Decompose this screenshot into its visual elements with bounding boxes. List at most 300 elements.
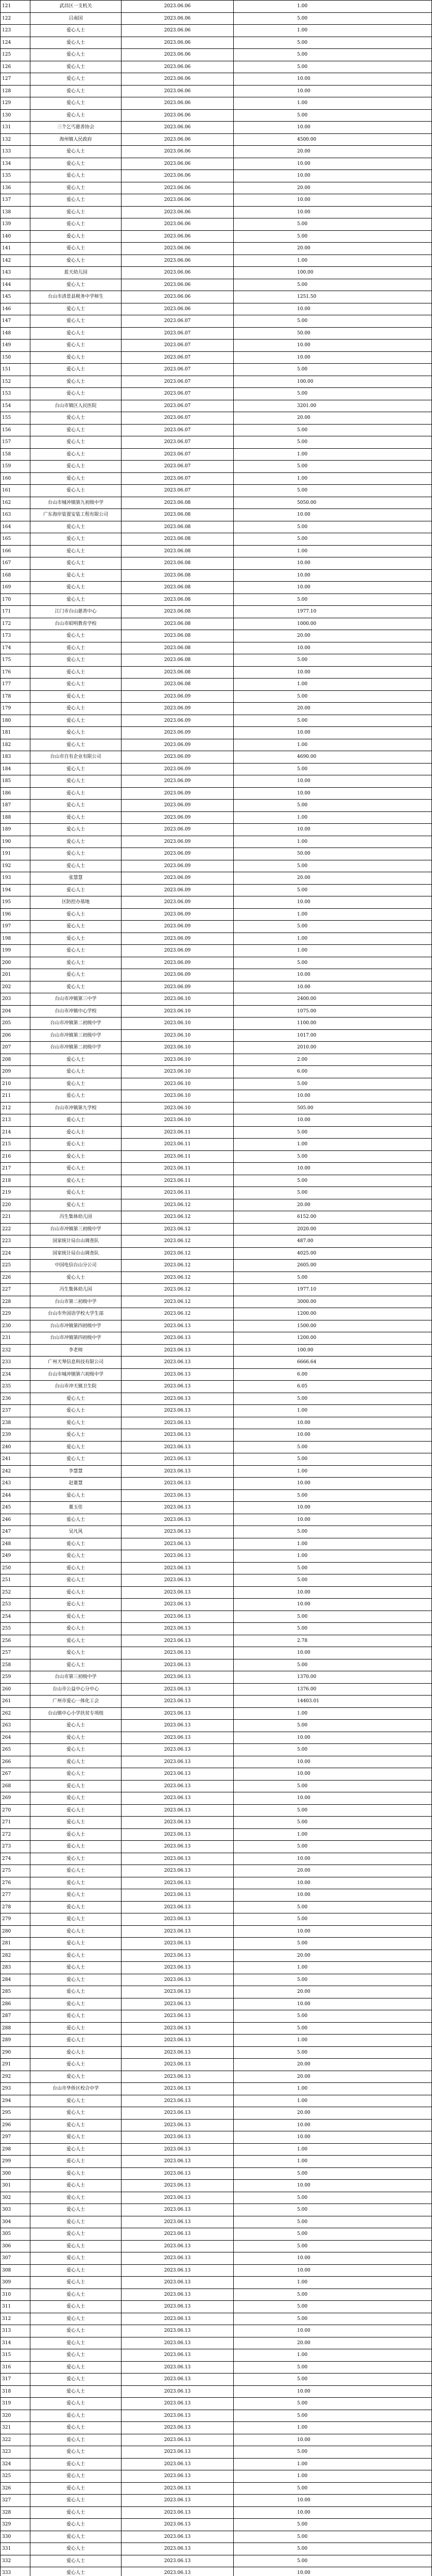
donation-date: 2023.06.06 — [122, 279, 234, 291]
donor-name: 台山市华侨区校合中学 — [30, 2083, 122, 2095]
table-row — [1, 1405, 432, 1417]
row-index: 319 — [1, 2398, 30, 2410]
donor-name: 爱心人士 — [30, 1175, 122, 1187]
donor-name: 中国电信台山分公司 — [30, 1260, 122, 1272]
table-row — [1, 206, 432, 218]
table-row — [1, 811, 432, 824]
row-index: 162 — [1, 497, 30, 509]
table-row — [1, 2313, 432, 2325]
donor-name: 爱心人士 — [30, 2446, 122, 2459]
donation-amount: 10.00 — [234, 1599, 432, 1611]
donor-name: 爱心人士 — [30, 1562, 122, 1574]
donation-amount: 50.00 — [234, 327, 432, 340]
row-index: 141 — [1, 243, 30, 255]
donor-name: 台山市自有企业有限公司 — [30, 751, 122, 764]
donation-amount: 20.00 — [234, 2337, 432, 2349]
donation-date: 2023.06.13 — [122, 1877, 234, 1889]
donor-name: 爱心人士 — [30, 170, 122, 182]
table-row — [1, 472, 432, 485]
donation-date: 2023.06.13 — [122, 1429, 234, 1442]
table-row — [1, 2325, 432, 2337]
table-row — [1, 1913, 432, 1926]
donor-name: 爱心人士 — [30, 1841, 122, 1853]
donation-date: 2023.06.09 — [122, 896, 234, 909]
row-index: 328 — [1, 2506, 30, 2519]
donation-amount: 5.00 — [234, 49, 432, 61]
donor-name: 爱心人士 — [30, 2289, 122, 2301]
donation-date: 2023.06.13 — [122, 2531, 234, 2543]
donor-name: 爱心人士 — [30, 2434, 122, 2446]
donation-amount: 5.00 — [234, 884, 432, 896]
donor-name: 爱心人士 — [30, 2107, 122, 2120]
table-row — [1, 1175, 432, 1187]
row-index: 219 — [1, 1187, 30, 1199]
donation-date: 2023.06.08 — [122, 618, 234, 630]
donation-date: 2023.06.13 — [122, 1320, 234, 1332]
donor-name: 爱心人士 — [30, 1768, 122, 1781]
table-row — [1, 170, 432, 182]
donation-amount: 1.00 — [234, 908, 432, 921]
donor-name: 爱心人士 — [30, 255, 122, 267]
row-index: 200 — [1, 957, 30, 969]
donation-amount: 5.00 — [234, 12, 432, 25]
row-index: 210 — [1, 1078, 30, 1090]
donor-name: 爱心人士 — [30, 472, 122, 485]
donor-name: 爱心人士 — [30, 2071, 122, 2083]
donation-amount: 10.00 — [234, 1586, 432, 1599]
donation-amount: 1.00 — [234, 25, 432, 37]
table-row — [1, 921, 432, 933]
table-row — [1, 2107, 432, 2120]
donor-name: 爱心人士 — [30, 2531, 122, 2543]
donation-date: 2023.06.13 — [122, 1974, 234, 1986]
donor-name: 爱心人士 — [30, 1913, 122, 1926]
table-row — [1, 582, 432, 594]
row-index: 142 — [1, 255, 30, 267]
donation-amount: 20.00 — [234, 243, 432, 255]
table-row — [1, 1817, 432, 1829]
row-index: 234 — [1, 1368, 30, 1381]
donation-amount: 20.00 — [234, 1986, 432, 1998]
donor-name: 爱心人士 — [30, 1635, 122, 1647]
row-index: 270 — [1, 1804, 30, 1817]
table-row — [1, 376, 432, 388]
donor-name: 区防控办基地 — [30, 896, 122, 909]
donation-date: 2023.06.09 — [122, 933, 234, 945]
donation-amount: 10.00 — [234, 2252, 432, 2265]
donation-date: 2023.06.13 — [122, 2192, 234, 2204]
donation-amount: 5.00 — [234, 1489, 432, 1502]
donation-amount: 5.00 — [234, 2301, 432, 2313]
table-row — [1, 1998, 432, 2010]
donation-date: 2023.06.08 — [122, 569, 234, 582]
table-row — [1, 340, 432, 352]
table-row — [1, 2192, 432, 2204]
row-index: 165 — [1, 533, 30, 546]
row-index: 269 — [1, 1792, 30, 1805]
table-row — [1, 1260, 432, 1272]
donation-amount: 5.00 — [234, 2482, 432, 2495]
donation-date: 2023.06.13 — [122, 2361, 234, 2374]
donor-name: 爱心人士 — [30, 243, 122, 255]
donation-amount: 1200.00 — [234, 1308, 432, 1320]
donation-amount: 10.00 — [234, 981, 432, 993]
donation-amount: 10.00 — [234, 194, 432, 207]
row-index: 191 — [1, 848, 30, 860]
donation-amount: 10.00 — [234, 969, 432, 981]
donor-name: 爱心人士 — [30, 412, 122, 425]
table-row — [1, 1671, 432, 1684]
row-index: 259 — [1, 1671, 30, 1684]
row-index: 220 — [1, 1199, 30, 1211]
donor-name: 台山市冲镇第二初级中学 — [30, 1042, 122, 1054]
donation-amount: 5.00 — [234, 1974, 432, 1986]
donation-date: 2023.06.06 — [122, 255, 234, 267]
donor-name: 爱心人士 — [30, 158, 122, 170]
row-index: 304 — [1, 2216, 30, 2228]
donation-amount: 6666.64 — [234, 1357, 432, 1369]
table-row — [1, 1550, 432, 1563]
donation-amount: 1.00 — [234, 97, 432, 110]
row-index: 146 — [1, 303, 30, 315]
donor-name: 爱心人士 — [30, 1405, 122, 1417]
donation-date: 2023.06.08 — [122, 545, 234, 557]
donation-date: 2023.06.13 — [122, 2325, 234, 2337]
table-row — [1, 1139, 432, 1151]
donor-name: 台山市公益中心分中心 — [30, 1683, 122, 1696]
row-index: 257 — [1, 1647, 30, 1659]
donor-name: 爱心人士 — [30, 582, 122, 594]
row-index: 177 — [1, 679, 30, 691]
donor-name: 李老师 — [30, 1344, 122, 1357]
donor-name: 爱心人士 — [30, 1732, 122, 1744]
row-index: 292 — [1, 2071, 30, 2083]
donor-name: 爱心人士 — [30, 1150, 122, 1163]
donation-amount: 6152.00 — [234, 1211, 432, 1224]
row-index: 243 — [1, 1478, 30, 1490]
row-index: 144 — [1, 279, 30, 291]
table-row — [1, 1962, 432, 1974]
donor-name: 台山市冲镇第三初级中学 — [30, 1029, 122, 1042]
donation-amount: 20.00 — [234, 2107, 432, 2120]
table-row — [1, 1925, 432, 1938]
row-index: 236 — [1, 1393, 30, 1405]
row-index: 321 — [1, 2422, 30, 2434]
table-row — [1, 2059, 432, 2071]
donation-date: 2023.06.10 — [122, 1090, 234, 1103]
donation-date: 2023.06.08 — [122, 509, 234, 521]
donation-date: 2023.06.06 — [122, 194, 234, 207]
donation-amount: 5.00 — [234, 2167, 432, 2180]
row-index: 196 — [1, 908, 30, 921]
donor-name: 爱心人士 — [30, 2482, 122, 2495]
donation-date: 2023.06.13 — [122, 2519, 234, 2531]
row-index: 186 — [1, 787, 30, 800]
donor-name: 爱心人士 — [30, 340, 122, 352]
donor-name: 爱心人士 — [30, 763, 122, 775]
row-index: 169 — [1, 582, 30, 594]
row-index: 314 — [1, 2337, 30, 2349]
row-index: 300 — [1, 2167, 30, 2180]
donation-amount: 10.00 — [234, 303, 432, 315]
donation-date: 2023.06.10 — [122, 1066, 234, 1078]
row-index: 248 — [1, 1538, 30, 1550]
table-row — [1, 2543, 432, 2555]
row-index: 145 — [1, 291, 30, 303]
donation-amount: 10.00 — [234, 1478, 432, 1490]
donation-date: 2023.06.13 — [122, 2385, 234, 2398]
row-index: 239 — [1, 1429, 30, 1442]
donation-date: 2023.06.13 — [122, 2482, 234, 2495]
row-index: 170 — [1, 594, 30, 606]
donation-amount: 5.00 — [234, 715, 432, 727]
row-index: 313 — [1, 2325, 30, 2337]
donation-date: 2023.06.12 — [122, 1308, 234, 1320]
donation-date: 2023.06.06 — [122, 1, 234, 13]
table-row — [1, 2167, 432, 2180]
donor-name: 爱心人士 — [30, 485, 122, 497]
donor-name: 爱心人士 — [30, 1756, 122, 1768]
table-row — [1, 1090, 432, 1103]
donation-date: 2023.06.13 — [122, 1344, 234, 1357]
table-row — [1, 2361, 432, 2374]
table-row — [1, 1828, 432, 1841]
donation-date: 2023.06.10 — [122, 1102, 234, 1114]
donation-date: 2023.06.09 — [122, 860, 234, 872]
table-row — [1, 715, 432, 727]
donor-name: 爱心人士 — [30, 2543, 122, 2555]
donation-date: 2023.06.09 — [122, 715, 234, 727]
donor-name: 爱心人士 — [30, 836, 122, 848]
table-row — [1, 1054, 432, 1066]
donor-name: 爱心人士 — [30, 61, 122, 73]
donation-date: 2023.06.13 — [122, 2446, 234, 2459]
donation-date: 2023.06.13 — [122, 2035, 234, 2047]
row-index: 153 — [1, 388, 30, 400]
row-index: 307 — [1, 2252, 30, 2265]
donor-name: 爱心人士 — [30, 194, 122, 207]
donation-amount: 1.00 — [234, 2422, 432, 2434]
donation-amount: 5.00 — [234, 1574, 432, 1587]
donor-name: 吕南国 — [30, 12, 122, 25]
donation-amount: 1075.00 — [234, 1005, 432, 1018]
table-row — [1, 1453, 432, 1466]
donor-name: 爱心人士 — [30, 1393, 122, 1405]
donor-name: 爱心人士 — [30, 957, 122, 969]
donation-amount: 5.00 — [234, 2374, 432, 2386]
donation-date: 2023.06.11 — [122, 1175, 234, 1187]
donation-date: 2023.06.06 — [122, 25, 234, 37]
donation-amount: 5.00 — [234, 1938, 432, 1950]
row-index: 237 — [1, 1405, 30, 1417]
donation-date: 2023.06.06 — [122, 158, 234, 170]
donation-amount: 5.00 — [234, 1720, 432, 1732]
donation-date: 2023.06.11 — [122, 1126, 234, 1139]
row-index: 152 — [1, 376, 30, 388]
donation-amount: 5.00 — [234, 315, 432, 328]
table-row — [1, 521, 432, 533]
donation-date: 2023.06.13 — [122, 2337, 234, 2349]
donation-amount: 2020.00 — [234, 1223, 432, 1235]
donor-name: 爱心人士 — [30, 1538, 122, 1550]
table-row — [1, 1877, 432, 1889]
donation-amount: 5.00 — [234, 1078, 432, 1090]
row-index: 127 — [1, 73, 30, 86]
donor-name: 江门市台山慈善中心 — [30, 606, 122, 618]
donation-amount: 5.00 — [234, 1804, 432, 1817]
donor-name: 台山市冲镇第四初级中学 — [30, 1332, 122, 1345]
donation-date: 2023.06.13 — [122, 2470, 234, 2483]
donation-amount: 1.00 — [234, 1828, 432, 1841]
table-row — [1, 267, 432, 279]
donor-name: 台山市镇区人民医院 — [30, 400, 122, 412]
donation-date: 2023.06.07 — [122, 388, 234, 400]
row-index: 182 — [1, 739, 30, 751]
donor-name: 爱心人士 — [30, 206, 122, 218]
table-row — [1, 533, 432, 546]
row-index: 294 — [1, 2095, 30, 2107]
donor-name: 爱心人士 — [30, 109, 122, 122]
donation-date: 2023.06.13 — [122, 2046, 234, 2059]
donation-date: 2023.06.13 — [122, 1647, 234, 1659]
donation-date: 2023.06.13 — [122, 1526, 234, 1538]
donation-date: 2023.06.06 — [122, 170, 234, 182]
donor-name: 爱心人士 — [30, 2131, 122, 2144]
table-row — [1, 424, 432, 436]
donation-amount: 5.00 — [234, 230, 432, 243]
donation-amount: 5.00 — [234, 279, 432, 291]
donation-amount: 10.00 — [234, 158, 432, 170]
donor-name: 爱心人士 — [30, 1453, 122, 1466]
donor-name: 爱心人士 — [30, 1986, 122, 1998]
table-row — [1, 594, 432, 606]
donation-amount: 6.00 — [234, 1066, 432, 1078]
row-index: 192 — [1, 860, 30, 872]
donation-amount: 5.00 — [234, 2010, 432, 2023]
donation-amount: 1500.00 — [234, 1320, 432, 1332]
donor-name: 爱心人士 — [30, 1647, 122, 1659]
donation-amount: 5.00 — [234, 1453, 432, 1466]
donor-name: 爱心人士 — [30, 2567, 122, 2576]
table-row — [1, 485, 432, 497]
row-index: 176 — [1, 666, 30, 679]
donation-date: 2023.06.06 — [122, 109, 234, 122]
donation-date: 2023.06.08 — [122, 606, 234, 618]
donor-name: 台山市第三初级中学 — [30, 1671, 122, 1684]
row-index: 318 — [1, 2385, 30, 2398]
row-index: 129 — [1, 97, 30, 110]
table-row — [1, 2531, 432, 2543]
donation-date: 2023.06.12 — [122, 1199, 234, 1211]
row-index: 158 — [1, 448, 30, 461]
donor-name: 爱心人士 — [30, 715, 122, 727]
donation-date: 2023.06.07 — [122, 412, 234, 425]
donor-name: 爱心人士 — [30, 1199, 122, 1211]
donation-amount: 3000.00 — [234, 1296, 432, 1308]
donor-name: 爱心人士 — [30, 1272, 122, 1284]
donor-name: 爱心人士 — [30, 49, 122, 61]
donation-date: 2023.06.13 — [122, 2495, 234, 2507]
donor-name: 爱心人士 — [30, 2313, 122, 2325]
table-row — [1, 1029, 432, 1042]
donation-amount: 20.00 — [234, 1950, 432, 1962]
donor-name: 爱心人士 — [30, 908, 122, 921]
donor-name: 爱心人士 — [30, 521, 122, 533]
row-index: 134 — [1, 158, 30, 170]
donor-name: 爱心人士 — [30, 642, 122, 654]
table-row — [1, 2083, 432, 2095]
table-row — [1, 1368, 432, 1381]
ledger-body — [1, 1, 432, 2576]
row-index: 154 — [1, 400, 30, 412]
row-index: 255 — [1, 1623, 30, 1635]
donor-name: 爱心人士 — [30, 1792, 122, 1805]
table-row — [1, 1744, 432, 1756]
table-row — [1, 618, 432, 630]
donation-amount: 1.00 — [234, 472, 432, 485]
donation-date: 2023.06.07 — [122, 472, 234, 485]
table-row — [1, 1247, 432, 1260]
donation-date: 2023.06.13 — [122, 1550, 234, 1563]
table-row — [1, 775, 432, 788]
donation-date: 2023.06.12 — [122, 1260, 234, 1272]
table-row — [1, 194, 432, 207]
donation-amount: 5.00 — [234, 594, 432, 606]
donor-name: 台山市冲天镇卫生院 — [30, 1381, 122, 1393]
donation-amount: 10.00 — [234, 1090, 432, 1103]
donation-amount: 1.00 — [234, 945, 432, 957]
donor-name: 爱心人士 — [30, 1574, 122, 1587]
row-index: 190 — [1, 836, 30, 848]
row-index: 136 — [1, 182, 30, 194]
donor-name: 台山市冲镇第三中学 — [30, 993, 122, 1006]
donation-date: 2023.06.13 — [122, 1925, 234, 1938]
table-row — [1, 763, 432, 775]
table-row — [1, 1526, 432, 1538]
donation-date: 2023.06.13 — [122, 1938, 234, 1950]
donation-date: 2023.06.06 — [122, 61, 234, 73]
donor-name: 爱心人士 — [30, 1720, 122, 1732]
table-row — [1, 1986, 432, 1998]
donation-amount: 5.00 — [234, 1659, 432, 1671]
donation-date: 2023.06.13 — [122, 2095, 234, 2107]
donation-date: 2023.06.13 — [122, 1381, 234, 1393]
row-index: 157 — [1, 436, 30, 449]
table-row — [1, 1901, 432, 1913]
row-index: 231 — [1, 1332, 30, 1345]
donation-date: 2023.06.13 — [122, 1950, 234, 1962]
donation-amount: 5.00 — [234, 2240, 432, 2252]
donor-name: 台山市冲镇第三初级中学 — [30, 1223, 122, 1235]
row-index: 195 — [1, 896, 30, 909]
donor-name: 爱心人士 — [30, 97, 122, 110]
donation-amount: 5.00 — [234, 1901, 432, 1913]
table-row — [1, 969, 432, 981]
donor-name: 爱心人士 — [30, 1163, 122, 1175]
donation-amount: 10.00 — [234, 2567, 432, 2576]
donor-name: 爱心人士 — [30, 775, 122, 788]
donation-amount: 5.00 — [234, 2313, 432, 2325]
row-index: 224 — [1, 1247, 30, 1260]
donation-date: 2023.06.13 — [122, 2458, 234, 2470]
table-row — [1, 848, 432, 860]
donation-amount: 5.00 — [234, 1817, 432, 1829]
table-row — [1, 1465, 432, 1478]
donation-date: 2023.06.13 — [122, 1659, 234, 1671]
donation-amount: 10.00 — [234, 1417, 432, 1429]
donation-amount: 20.00 — [234, 412, 432, 425]
row-index: 333 — [1, 2567, 30, 2576]
